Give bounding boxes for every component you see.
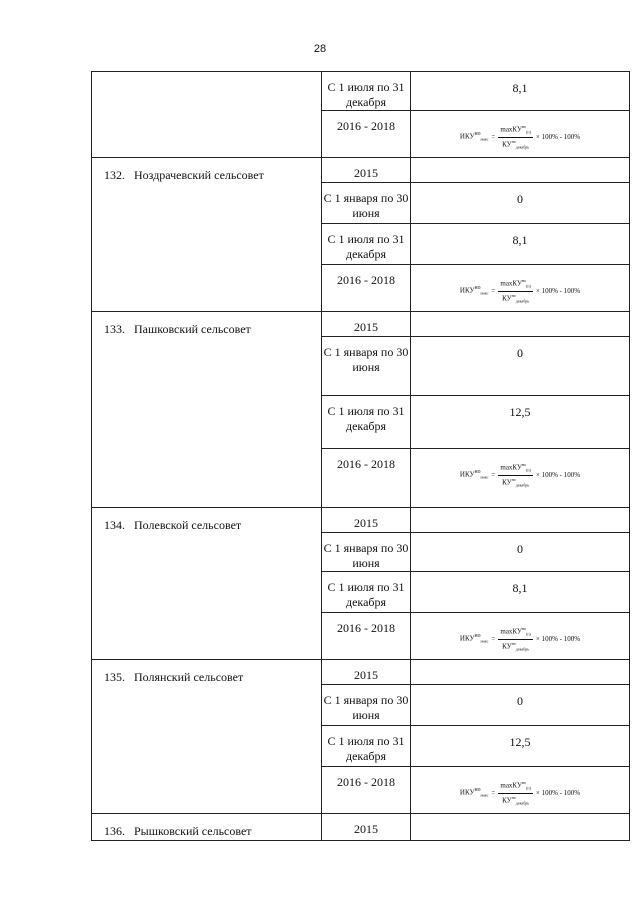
formula-denominator: $КУ^{но}_{декабрь}$ <box>502 794 530 806</box>
value-cell <box>411 449 630 508</box>
municipality-number: 135. <box>104 670 125 684</box>
period-cell: 2015 <box>322 814 411 841</box>
table-row <box>92 158 630 183</box>
value-cell <box>411 158 630 183</box>
formula-numerator: maxКУ$^{но}_{(п)}$ <box>498 123 533 138</box>
municipality-name: Полянский сельсовет <box>134 670 244 684</box>
municipality-cell <box>92 312 322 508</box>
municipality-cell <box>92 72 322 158</box>
value-cell <box>411 767 630 814</box>
municipality-label <box>92 158 321 183</box>
formula-tail: × 100% - 100% <box>535 471 581 480</box>
municipality-label <box>92 508 321 533</box>
period-cell: 2016 - 2018 <box>322 613 411 660</box>
municipality-name: Полевской сельсовет <box>134 518 242 532</box>
value-text: 12,5 <box>509 405 531 419</box>
formula-numerator: maxКУ$^{но}_{(п)}$ <box>498 779 533 794</box>
tariff-table <box>91 71 630 841</box>
period-cell: С 1 июля по 31 декабря <box>322 572 411 613</box>
period-cell: С 1 июля по 31 декабря <box>322 72 411 111</box>
value-text: 8,1 <box>512 581 528 595</box>
formula-fraction <box>498 625 533 653</box>
value-text: 0 <box>517 346 523 360</box>
value-text: 8,1 <box>512 81 528 95</box>
formula-equals: = <box>491 287 496 296</box>
municipality-cell <box>92 508 322 660</box>
municipality-number: 132. <box>104 168 125 182</box>
tariff-formula <box>411 111 629 151</box>
tariff-formula <box>411 449 629 489</box>
municipality-cell <box>92 158 322 312</box>
value-cell <box>411 111 630 158</box>
value-text <box>411 158 629 167</box>
value-cell <box>411 508 630 533</box>
formula-lhs: $ИКУ^{но}_{макс}$ <box>459 469 489 481</box>
value-text <box>411 814 629 823</box>
period-cell: С 1 июля по 31 декабря <box>322 396 411 449</box>
period-cell: 2015 <box>322 508 411 533</box>
table-row <box>92 508 630 533</box>
value-cell <box>411 660 630 685</box>
municipality-cell <box>92 660 322 814</box>
formula-equals: = <box>491 789 496 798</box>
formula-lhs: $ИКУ^{но}_{макс}$ <box>459 285 489 297</box>
value-text <box>411 660 629 669</box>
municipality-label <box>92 814 321 839</box>
formula-numerator: maxКУ$^{но}_{(п)}$ <box>498 277 533 292</box>
formula-lhs: $ИКУ^{но}_{макс}$ <box>459 787 489 799</box>
value-text <box>411 312 629 321</box>
page-number: 28 <box>313 43 327 55</box>
municipality-name: Рышковский сельсовет <box>134 824 252 838</box>
municipality-label <box>92 312 321 337</box>
period-cell: С 1 июля по 31 декабря <box>322 224 411 265</box>
period-cell: С 1 июля по 31 декабря <box>322 726 411 767</box>
period-cell: 2016 - 2018 <box>322 265 411 312</box>
tariff-formula <box>411 265 629 305</box>
value-text: 0 <box>517 694 523 708</box>
value-cell <box>411 224 630 265</box>
value-cell <box>411 814 630 841</box>
value-cell <box>411 72 630 111</box>
value-cell <box>411 613 630 660</box>
formula-numerator: maxКУ$^{но}_{(п)}$ <box>498 625 533 640</box>
period-cell: 2015 <box>322 660 411 685</box>
value-text <box>411 508 629 517</box>
tariff-formula <box>411 767 629 807</box>
formula-denominator: $КУ^{но}_{декабрь}$ <box>502 138 530 150</box>
period-cell: С 1 января по 30 июня <box>322 337 411 396</box>
formula-fraction <box>498 779 533 807</box>
tariff-formula <box>411 613 629 653</box>
period-cell: 2015 <box>322 312 411 337</box>
table-row <box>92 72 630 111</box>
value-cell <box>411 572 630 613</box>
value-text: 0 <box>517 192 523 206</box>
period-cell: С 1 января по 30 июня <box>322 685 411 726</box>
formula-numerator: maxКУ$^{но}_{(п)}$ <box>498 461 533 476</box>
value-cell <box>411 726 630 767</box>
period-cell: 2015 <box>322 158 411 183</box>
formula-denominator: $КУ^{но}_{декабрь}$ <box>502 292 530 304</box>
value-cell <box>411 396 630 449</box>
formula-tail: × 100% - 100% <box>535 287 581 296</box>
formula-equals: = <box>491 635 496 644</box>
value-text: 8,1 <box>512 233 528 247</box>
period-cell: 2016 - 2018 <box>322 449 411 508</box>
formula-fraction <box>498 123 533 151</box>
formula-tail: × 100% - 100% <box>535 635 581 644</box>
municipality-name: Ноздрачевский сельсовет <box>134 168 264 182</box>
value-text: 0 <box>517 542 523 556</box>
formula-equals: = <box>491 133 496 142</box>
value-cell <box>411 265 630 312</box>
formula-denominator: $КУ^{но}_{декабрь}$ <box>502 640 530 652</box>
period-cell: 2016 - 2018 <box>322 767 411 814</box>
municipality-label <box>92 660 321 685</box>
table-row <box>92 814 630 841</box>
formula-lhs: $ИКУ^{но}_{макс}$ <box>459 633 489 645</box>
municipality-cell <box>92 814 322 841</box>
formula-equals: = <box>491 471 496 480</box>
municipality-number: 134. <box>104 518 125 532</box>
formula-tail: × 100% - 100% <box>535 789 581 798</box>
value-cell <box>411 183 630 224</box>
period-cell: С 1 января по 30 июня <box>322 533 411 572</box>
formula-denominator: $КУ^{но}_{декабрь}$ <box>502 476 530 488</box>
period-cell: С 1 января по 30 июня <box>322 183 411 224</box>
value-text: 12,5 <box>509 735 531 749</box>
value-cell <box>411 312 630 337</box>
value-cell <box>411 685 630 726</box>
formula-tail: × 100% - 100% <box>535 133 581 142</box>
formula-fraction <box>498 461 533 489</box>
formula-fraction <box>498 277 533 305</box>
period-cell: 2016 - 2018 <box>322 111 411 158</box>
table-row <box>92 660 630 685</box>
formula-lhs: $ИКУ^{но}_{макс}$ <box>459 131 489 143</box>
municipality-number: 133. <box>104 322 125 336</box>
table-row <box>92 312 630 337</box>
municipality-number: 136. <box>104 824 125 838</box>
value-cell <box>411 337 630 396</box>
value-cell <box>411 533 630 572</box>
municipality-name: Пашковский сельсовет <box>134 322 251 336</box>
